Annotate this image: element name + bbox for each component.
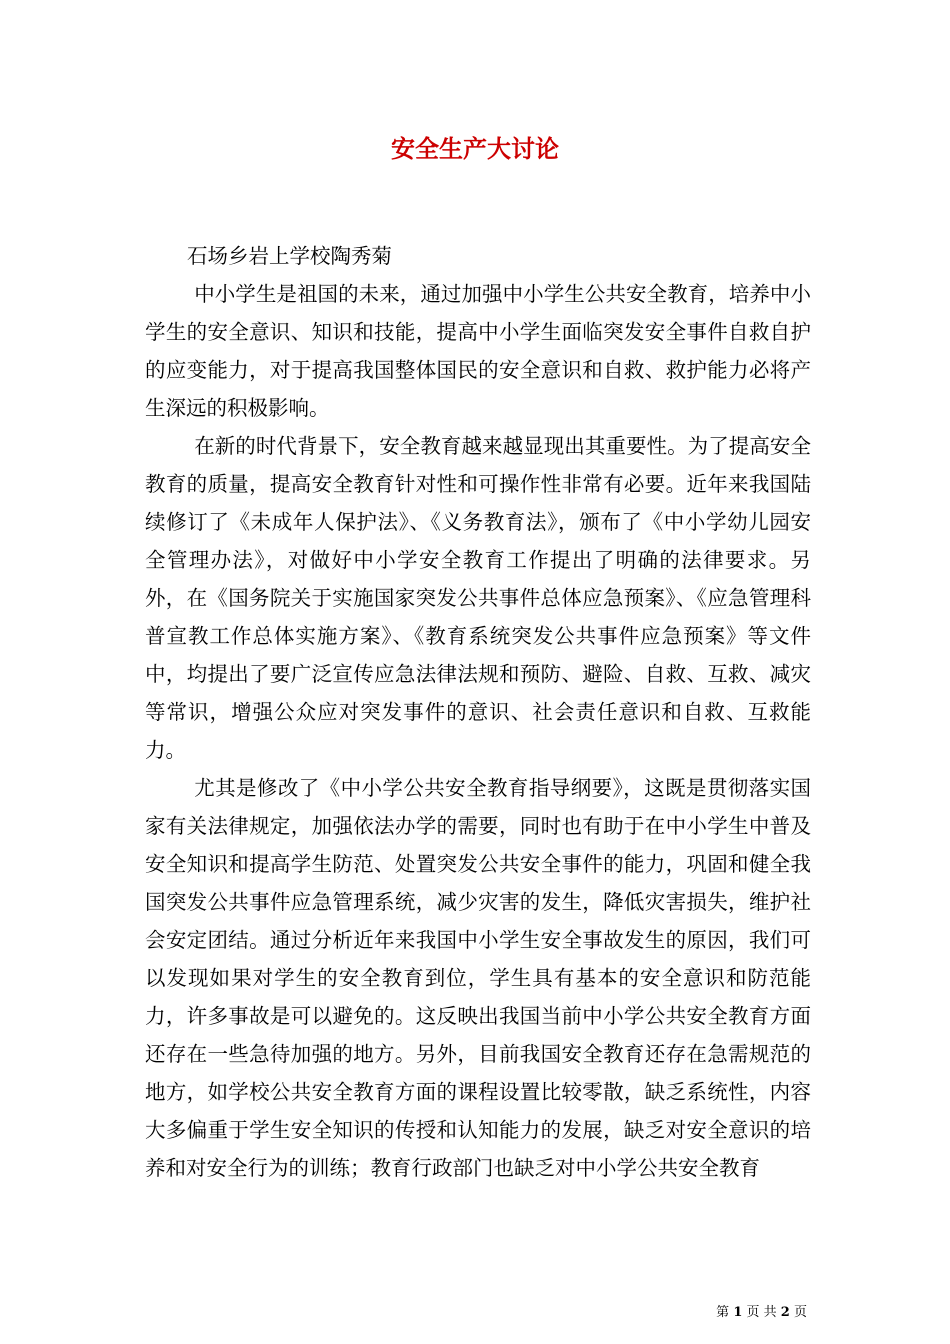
document-body	[145, 237, 811, 1187]
author-line: 石场乡岩上学校陶秀菊	[187, 244, 392, 268]
footer-current-page: 1	[733, 1305, 743, 1320]
page-footer	[716, 1304, 807, 1322]
footer-total-pages: 2	[780, 1305, 790, 1320]
footer-prefix: 第	[716, 1305, 730, 1320]
footer-middle: 页 共	[746, 1305, 777, 1320]
paragraph: 尤其是修改了《中小学公共安全教育指导纲要》，这既是贯彻落实国家有关法律规定，加强依法办学的需要，同时也有助于在中小学生中普及安全知识和提高学生防范、处置突发公共安全事件的能力，巩固和健全我国突发公共事件应急管理系统，减少灾害的发生，降低灾害损失，维护社会安定团结。通过分析近年来我国中小学生安全事故发生的原因，我们可以发现如果对学生的安全教育到位，学生具有基本的安全意识和防范能力，许多事故是可以避免的。这反映出我国当前中小学公共安全教育方面还存在一些急待加强的地方。另外，目前我国安全教育还存在急需规范的地方，如学校公共安全教育方面的课程设置比较零散，缺乏系统性，内容大多偏重于学生安全知识的传授和认知能力的发展，缺乏对安全意识的培养和对安全行为的训练；教育行政部门也缺乏对中小学公共安全教育	[145, 776, 811, 1180]
footer-suffix: 页	[793, 1305, 807, 1320]
document-title: 安全生产大讨论	[391, 134, 559, 163]
paragraph: 中小学生是祖国的未来，通过加强中小学生公共安全教育，培养中小学生的安全意识、知识和技能，提高中小学生面临突发安全事件自救自护的应变能力，对于提高我国整体国民的安全意识和自救、救护能力必将产生深远的积极影响。	[145, 282, 811, 420]
paragraph: 在新的时代背景下，安全教育越来越显现出其重要性。为了提高安全教育的质量，提高安全教育针对性和可操作性非常有必要。近年来我国陆续修订了《未成年人保护法》、《义务教育法》，颁布了《中小学幼儿园安全管理办法》，对做好中小学安全教育工作提出了明确的法律要求。另外，在《国务院关于实施国家突发公共事件总体应急预案》、《应急管理科普宣教工作总体实施方案》、《教育系统突发公共事件应急预案》等文件中，均提出了要广泛宣传应急法律法规和预防、避险、自救、互救、减灾等常识，增强公众应对突发事件的意识、社会责任意识和自救、互救能力。	[145, 434, 811, 762]
